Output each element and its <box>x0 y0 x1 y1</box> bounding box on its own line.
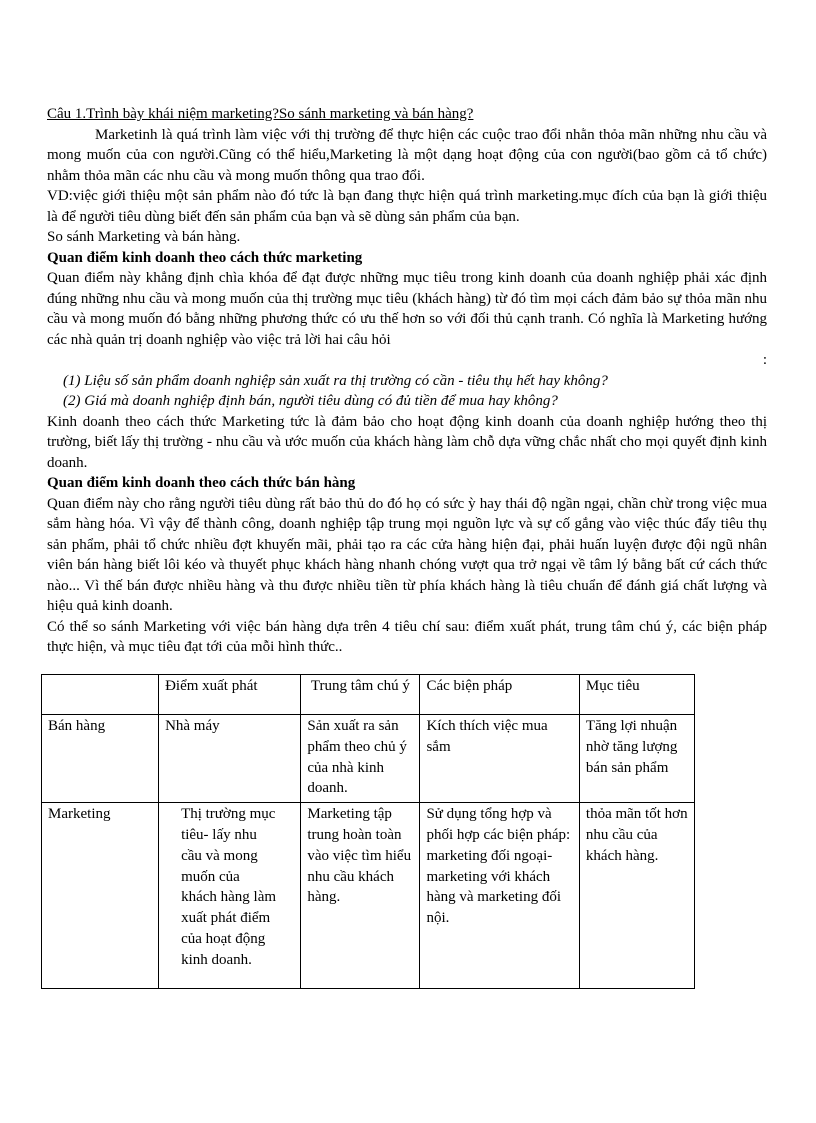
sales-paragraph: Quan điểm này cho rằng người tiêu dùng rất bảo thủ do đó họ có sức ỳ hay thái độ ngần ngại, chần chừ trong việc mua sắm hàng hóa. Vì vậy để thành công, doanh nghiệp tập trung mọi nguồn lực và sự cố gắng vào việc thúc đẩy tiêu thụ sản phẩm, phải tổ chức nhiều đợt khuyến mãi, phải tạo ra các cửa hàng hiện đại, phải huấn luyện được đội ngũ nhân viên bán hàng biết lôi kéo và thuyết phục khách hàng nhanh chóng vượt qua trở ngại về tâm lý bằng bất cứ cách thức nào... Vì thế bán được nhiều hàng và thu được nhiều tiền từ phía khách hàng là tiêu chuẩn để đánh giá chất lượng và hiệu quả kinh doanh. <box>47 495 767 614</box>
criteria-paragraph: Có thể so sánh Marketing với việc bán hàng dựa trên 4 tiêu chí sau: điểm xuất phát, trung tâm chú ý, các biện pháp thực hiện, và mục tiêu đạt tới của mỗi hình thức.. <box>47 618 767 655</box>
header-cell: Mục tiêu <box>579 675 694 715</box>
table-header-row <box>42 675 695 715</box>
marketing-paragraph: Quan điểm này khẳng định chìa khóa để đạt được những mục tiêu trong kinh doanh của doanh nghiệp phải xác định đúng những nhu cầu và mong muốn của thị trường mục tiêu (khách hàng) từ đó tìm mọi cách đảm bảo sự thỏa mãn nhu cầu và mong muốn đó bằng những phương thức có ưu thế hơn so với đối thủ cạnh tranh. Có nghĩa là Marketing hướng các nhà quản trị doanh nghiệp vào việc trả lời hai câu hỏi <box>47 270 767 348</box>
definition-paragraph: Marketinh là quá trình làm việc với thị trường để thực hiện các cuộc trao đổi nhằn thỏa mãn những nhu cầu và mong muốn của con người.Cũng có thể hiểu,Marketing là một dạng hoạt động của con người(bao gồm cả tổ chức) nhằm thỏa mãn các nhu cầu và mong muốn thông qua trao đổi. <box>47 126 767 184</box>
header-cell: Các biện pháp <box>420 675 579 715</box>
table-cell: Bán hàng <box>42 715 159 803</box>
question-2: (2) Giá mà doanh nghiệp định bán, người tiêu dùng có đủ tiền để mua hay không? <box>63 393 558 409</box>
marketing-heading: Quan điểm kinh doanh theo cách thức marketing <box>47 249 363 266</box>
comparison-table <box>41 674 695 989</box>
table-row <box>42 715 695 803</box>
header-cell: Điểm xuất phát <box>159 675 301 715</box>
document-body <box>47 104 767 658</box>
compare-intro: So sánh Marketing và bán hàng. <box>47 229 241 245</box>
table-cell: Sử dụng tổng hợp và phối hợp các biện pháp: marketing đối ngoại-marketing với khách hàng và marketing đối nội. <box>420 803 579 989</box>
header-cell <box>42 675 159 715</box>
sales-heading: Quan điểm kinh doanh theo cách thức bán hàng <box>47 475 356 491</box>
table-cell: Sản xuất ra sản phẩm theo chủ ý của nhà kinh doanh. <box>301 715 420 803</box>
colon-mark: : <box>762 352 767 368</box>
table-cell: Nhà máy <box>159 715 301 803</box>
question-title: Câu 1.Trình bày khái niệm marketing?So sánh marketing và bán hàng? <box>47 106 474 122</box>
marketing-conclusion: Kinh doanh theo cách thức Marketing tức là đảm bảo cho hoạt động kinh doanh của doanh nghiệp hướng theo thị trường, biết lấy thị trường - nhu cầu và ước muốn của khách hàng làm chỗ dựa vững chắc nhất cho mọi quyết định kinh doanh. <box>47 413 767 471</box>
table-cell: thỏa mãn tốt hơn nhu cầu của khách hàng. <box>579 803 694 989</box>
header-cell: Trung tâm chú ý <box>301 675 420 715</box>
table-cell: Tăng lợi nhuận nhờ tăng lượng bán sản phẩm <box>579 715 694 803</box>
table-cell: Marketing tập trung hoàn toàn vào việc tìm hiểu nhu cầu khách hàng. <box>301 803 420 989</box>
table-cell: Marketing <box>42 803 159 989</box>
table-cell: Thị trường mục tiêu- lấy nhu cầu và mong muốn của khách hàng làm xuất phát điểm của hoạt động kinh doanh. <box>159 803 301 989</box>
table-cell: Kích thích việc mua sắm <box>420 715 579 803</box>
table-row <box>42 803 695 989</box>
question-1: (1) Liệu số sản phẩm doanh nghiệp sản xuất ra thị trường có cần - tiêu thụ hết hay không? <box>63 372 608 389</box>
example-paragraph: VD:việc giới thiệu một sản phẩm nào đó tức là bạn đang thực hiện quá trình marketing.mục đích của bạn là giới thiệu là để người tiêu dùng biết đến sản phẩm của bạn và sẽ dùng sản phẩm của bạn. <box>47 188 767 225</box>
